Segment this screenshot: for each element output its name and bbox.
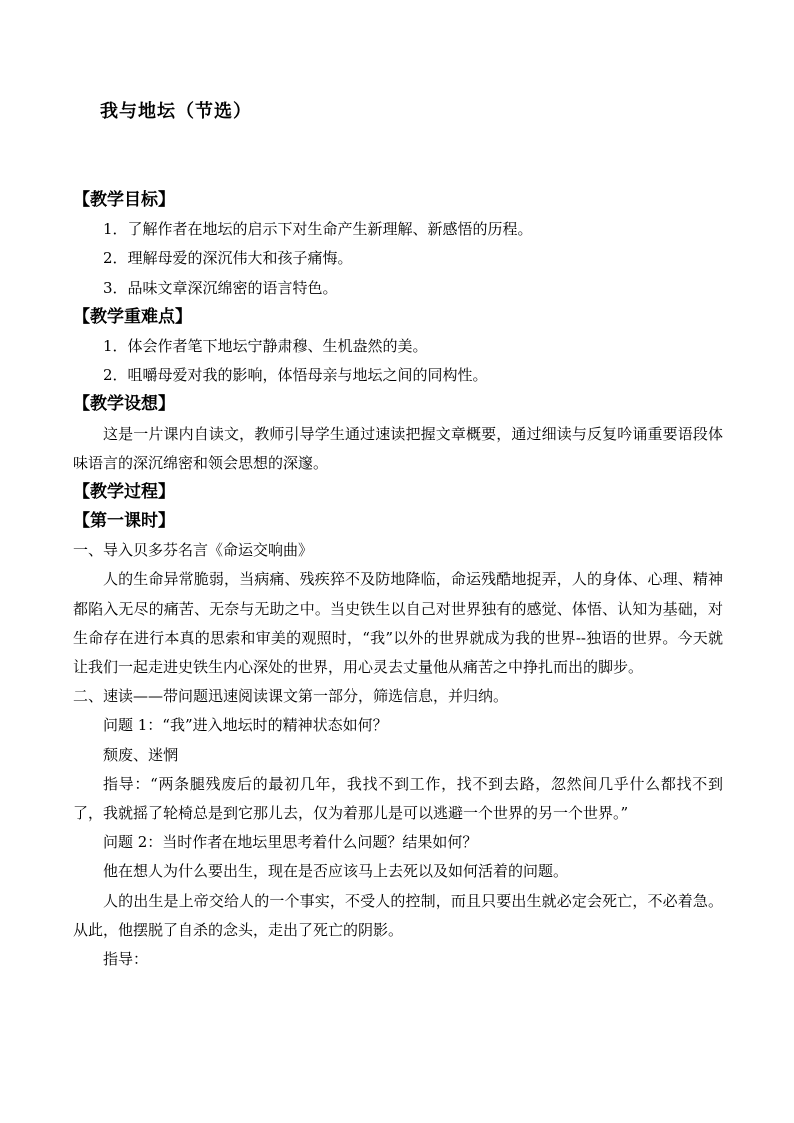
key-point-item: 2．咀嚼母爱对我的影响，体悟母亲与地坛之间的同构性。 xyxy=(103,366,488,385)
section-one-paragraph: 人的生命异常脆弱，当病痛、残疾猝不及防地降临，命运残酷地捉弄，人的身体、心理、精神都陷入无尽的痛苦、无奈与无助之中。当史铁生以自己对世界独有的感觉、体悟、认知为基础，对生命存在进行本真的思索和审美的观照时，“我”以外的世界就成为我的世界--独语的世界。今天就让我们一起走进史铁生内心深处的世界，用心灵去丈量他从痛苦之中挣扎而出的脚步。 xyxy=(73,570,723,677)
objectives-heading: 【教学目标】 xyxy=(73,190,175,210)
answer-one: 颓废、迷惘 xyxy=(103,745,179,764)
process-heading: 【教学过程】 xyxy=(73,481,175,502)
document-title: 我与地坛（节选） xyxy=(100,101,252,122)
guide-one-paragraph: 指导：“两条腿残废后的最初几年，我找不到工作，找不到去路，忽然间几乎什么都找不到了，我就摇了轮椅总是到它那儿去，仅为着那儿是可以逃避一个世界的另一个世界。” xyxy=(73,774,723,823)
key-point-item: 1．体会作者笔下地坛宁静肃穆、生机盎然的美。 xyxy=(103,336,428,355)
document-body xyxy=(73,186,723,974)
section-one-title: 一、导入贝多芬名言《命运交响曲》 xyxy=(73,541,314,560)
design-paragraph: 这是一片课内自读文，教师引导学生通过速读把握文章概要，通过细读与反复吟诵重要语段体味语言的深沉绵密和领会思想的深邃。 xyxy=(73,424,723,472)
design-heading: 【教学设想】 xyxy=(73,394,175,415)
objective-item: 1．了解作者在地坛的启示下对生命产生新理解、新感悟的历程。 xyxy=(103,220,533,239)
lesson-heading: 【第一课时】 xyxy=(73,511,175,532)
objective-item: 2．理解母爱的深沉伟大和孩子痛悔。 xyxy=(103,249,353,268)
objective-item: 3．品味文章深沉绵密的语言特色。 xyxy=(103,278,338,297)
answer-two-paragraph: 人的出生是上帝交给人的一个事实，不受人的控制，而且只要出生就必定会死亡，不必着急。从此，他摆脱了自杀的念头，走出了死亡的阴影。 xyxy=(73,891,723,939)
answer-two-line-one: 他在想人为什么要出生，现在是否应该马上去死以及如何活着的问题。 xyxy=(103,862,569,881)
section-two-title: 二、速读——带问题迅速阅读课文第一部分，筛选信息，并归纳。 xyxy=(73,687,509,706)
question-two: 问题 2：当时作者在地坛里思考着什么问题？结果如何？ xyxy=(103,833,478,852)
question-one: 问题 1：“我”进入地坛时的精神状态如何？ xyxy=(103,716,388,735)
guide-two-label: 指导： xyxy=(103,950,149,969)
key-points-heading: 【教学重难点】 xyxy=(73,306,192,327)
